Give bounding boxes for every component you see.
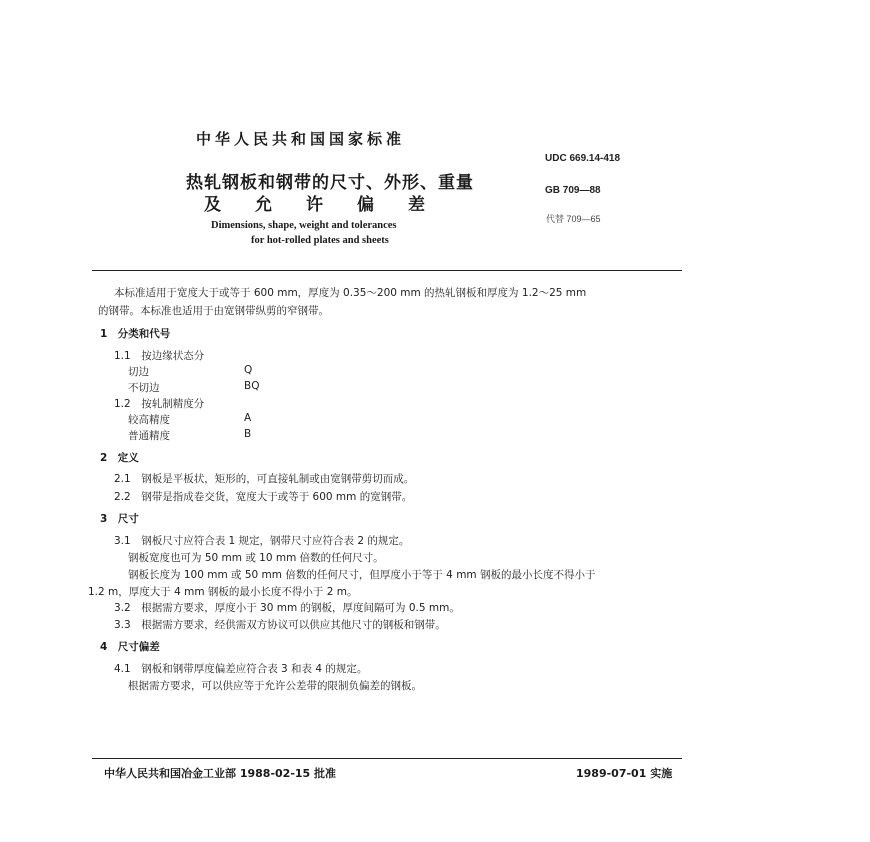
title-line2: 及允许偏差 <box>204 195 459 215</box>
title-en-line2: for hot-rolled plates and sheets <box>251 235 389 246</box>
section3-p5: 3.3 根据需方要求，经供需双方协议可以供应其他尺寸的钢板和钢带。 <box>114 619 446 631</box>
section3-p4: 3.2 根据需方要求，厚度小于 30 mm 的钢板，厚度间隔可为 0.5 mm。 <box>114 602 460 614</box>
standard-type: 中华人民共和国国家标准 <box>196 130 406 148</box>
section2-heading: 2 定义 <box>100 452 139 464</box>
udc-code: UDC 669.14-418 <box>545 153 621 164</box>
section3-p3b: 1.2 m，厚度大于 4 mm 钢板的最小长度不得小于 2 m。 <box>88 586 358 598</box>
section2-p2: 2.2 钢带是指成卷交货，宽度大于或等于 600 mm 的宽钢带。 <box>114 491 413 503</box>
section1-sub1: 1.1 按边缘状态分 <box>114 350 205 362</box>
footer-rule <box>92 758 682 759</box>
precision-normal-label: 普通精度 <box>128 430 170 442</box>
gb-number: GB 709—88 <box>545 185 601 196</box>
scope-line2: 的钢带。本标准也适用于由宽钢带纵剪的窄钢带。 <box>98 305 329 317</box>
edge-uncut-code: BQ <box>244 380 260 392</box>
scope-line1: 本标准适用于宽度大于或等于 600 mm，厚度为 0.35～200 mm 的热轧钢板和厚度为 1.2～25 mm <box>114 287 587 299</box>
approval-line: 中华人民共和国冶金工业部 1988-02-15 批准 <box>104 767 337 780</box>
section3-p2: 钢板宽度也可为 50 mm 或 10 mm 倍数的任何尺寸。 <box>128 552 384 564</box>
precision-normal-code: B <box>244 428 252 440</box>
precision-high-label: 较高精度 <box>128 414 170 426</box>
section3-heading: 3 尺寸 <box>100 513 139 525</box>
edge-cut-label: 切边 <box>128 366 149 378</box>
edge-cut-code: Q <box>244 364 253 376</box>
section4-p2: 根据需方要求，可以供应等于允许公差带的限制负偏差的钢板。 <box>128 680 422 692</box>
title-line1: 热轧钢板和钢带的尺寸、外形、重量 <box>186 173 474 193</box>
section3-p3a: 钢板长度为 100 mm 或 50 mm 倍数的任何尺寸，但厚度小于等于 4 mm 钢板的最小长度不得小于 <box>128 569 596 581</box>
section1-heading: 1 分类和代号 <box>100 328 171 340</box>
title-en-line1: Dimensions, shape, weight and tolerances <box>211 220 397 231</box>
section3-p1: 3.1 钢板尺寸应符合表 1 规定，钢带尺寸应符合表 2 的规定。 <box>114 535 410 547</box>
header-rule <box>92 270 682 271</box>
precision-high-code: A <box>244 412 252 424</box>
section2-p1: 2.1 钢板是平板状，矩形的，可直接轧制或由宽钢带剪切而成。 <box>114 473 415 485</box>
replaces-note: 代替 709—65 <box>546 214 601 224</box>
section1-sub2: 1.2 按轧制精度分 <box>114 398 205 410</box>
edge-uncut-label: 不切边 <box>128 382 160 394</box>
section4-p1: 4.1 钢板和钢带厚度偏差应符合表 3 和表 4 的规定。 <box>114 663 368 675</box>
section4-heading: 4 尺寸偏差 <box>100 641 160 653</box>
effective-date: 1989-07-01 实施 <box>576 767 673 780</box>
